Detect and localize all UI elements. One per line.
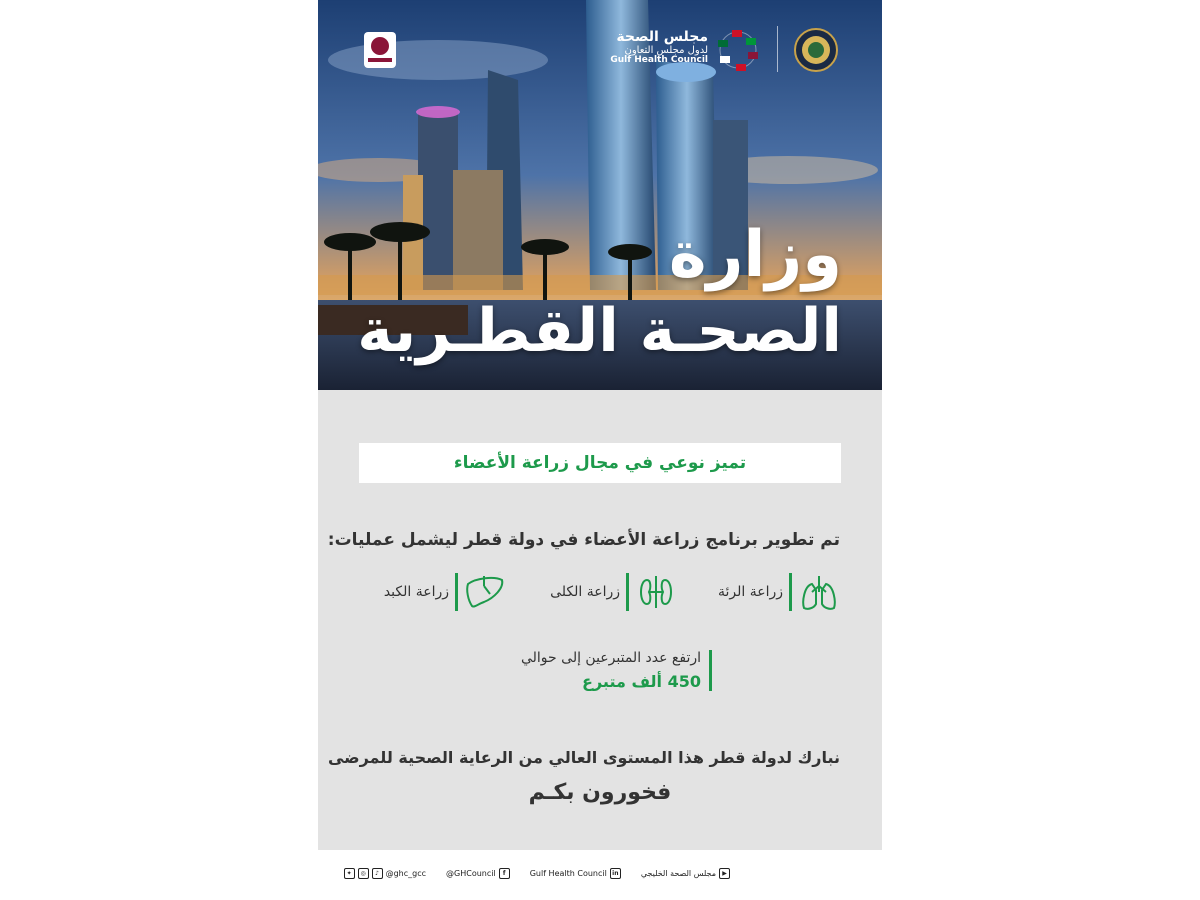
organ-item-liver: [384, 572, 506, 612]
footer-social-label: @ghc_gcc: [385, 868, 427, 878]
footer-youtube[interactable]: [641, 868, 730, 879]
footer-linkedin-label: Gulf Health Council: [529, 868, 607, 878]
footer-linkedin[interactable]: [530, 868, 621, 879]
social-footer: [346, 864, 730, 882]
donors-line1: ارتفع عدد المتبرعين إلى حوالي: [520, 650, 701, 666]
hero-title-line1: وزارة: [668, 218, 842, 292]
proud-text: فخورون بكـم: [528, 780, 672, 805]
donors-block: [521, 650, 712, 691]
donors-count: 450 ألف متبرع: [582, 672, 701, 691]
lungs-icon: [798, 572, 840, 612]
congrats-text: نبارك لدولة قطر هذا المستوى العالي من الرعاية الصحية للمرضى: [327, 748, 840, 767]
organ-divider: [455, 573, 458, 611]
youtube-icon: ▶: [719, 868, 730, 879]
linkedin-icon: in: [610, 868, 621, 879]
footer-facebook[interactable]: [446, 868, 510, 879]
tiktok-icon: ♪: [372, 868, 383, 879]
organ-divider: [789, 573, 792, 611]
liver-icon: [464, 572, 506, 612]
tower-shape: [418, 110, 458, 290]
organ-label: زراعة الكلى: [550, 584, 620, 600]
subtitle-text: تميز نوعي في مجال زراعة الأعضاء: [453, 453, 747, 473]
moph-seal-icon: [362, 30, 398, 70]
donors-divider: [709, 650, 712, 691]
organ-divider: [626, 573, 629, 611]
kidneys-icon: [635, 572, 677, 612]
ghc-sub-ar: لدول مجلس التعاون: [624, 45, 708, 57]
ghc-name-ar: مجلس الصحة: [616, 29, 708, 45]
footer-facebook-label: @GHCouncil: [446, 868, 496, 878]
instagram-icon: ◎: [358, 868, 369, 879]
logo-divider: [777, 26, 778, 72]
organ-item-lung: [718, 572, 840, 612]
facebook-icon: f: [499, 868, 510, 879]
ghc-name-en: Gulf Health Council: [610, 55, 708, 66]
footer-youtube-label: مجلس الصحة الخليجي: [640, 868, 716, 878]
twitter-icon: ✦: [344, 868, 355, 879]
footer-social[interactable]: [344, 868, 426, 879]
ghc-logo-text: [610, 30, 708, 66]
organ-label: زراعة الكبد: [383, 584, 449, 600]
poster: [318, 0, 882, 850]
organ-item-kidney: [550, 572, 677, 612]
ghc-flags-logo: [716, 26, 760, 74]
subtitle-banner: [359, 443, 841, 483]
hero-title-line2: الصحـة القطـرية: [357, 296, 842, 366]
organ-label: زراعة الرئة: [717, 584, 783, 600]
gcc-emblem-icon: [794, 28, 838, 72]
intro-text: تم تطوير برنامج زراعة الأعضاء في دولة قطر ليشمل عمليات:: [327, 530, 840, 550]
hero-image: [318, 0, 882, 390]
